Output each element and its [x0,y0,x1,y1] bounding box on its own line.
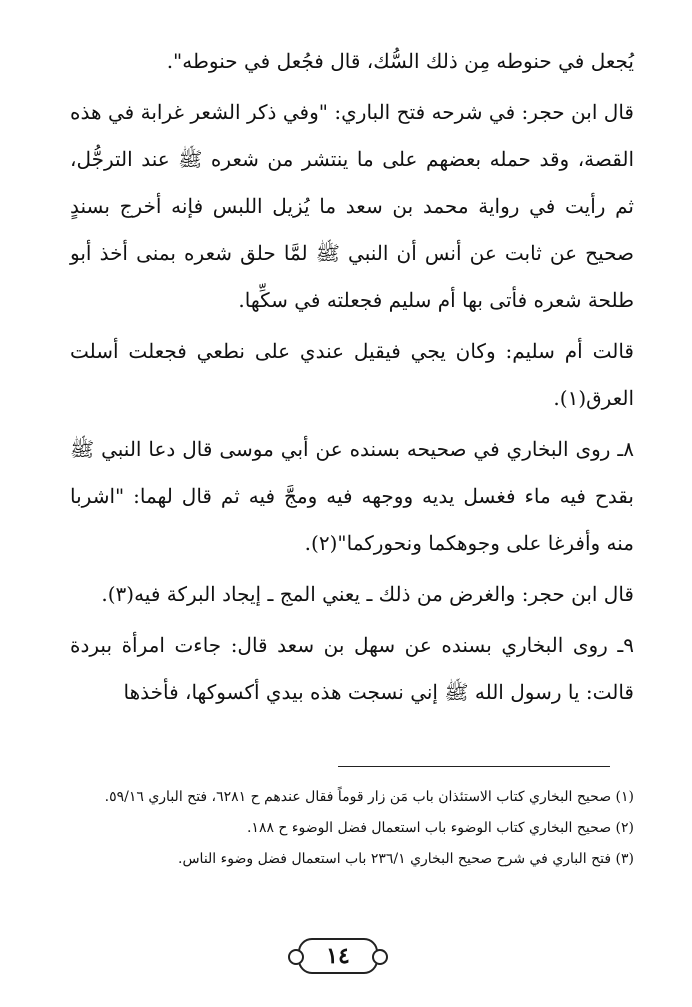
paragraph-4: ٨ـ روى البخاري في صحيحه بسنده عن أبي موسى قال دعا النبي ﷺ بقدح فيه ماء فغسل يديه ووجهه فيه ومجَّ فيه ثم قال لهما: "اشربا منه وأفرغا على وجوهكما ونحوركما"(٢). [70,437,634,555]
footnote-3: (٣) فتح الباري في شرح صحيح البخاري ٢٣٦/١ باب استعمال فضل وضوء الناس. [178,851,634,867]
paragraph-2: قال ابن حجر: في شرحه فتح الباري: "وفي ذكر الشعر غرابة في هذه القصة، وقد حمله بعضهم على ما ينتشر من شعره ﷺ عند الترجُّل، ثم رأيت في رواية محمد بن سعد ما يُزيل اللبس فإنه أخرج بسندٍ صحيح عن ثابت عن أنس أن النبي ﷺ لمَّا حلق شعره بمنى أخذ أبو طلحة شعره فأتى بها أم سليم فجعلته في سكِّها. [70,100,634,312]
footnote-2: (٢) صحيح البخاري كتاب الوضوء باب استعمال فضل الوضوء ح ١٨٨. [246,820,634,836]
paragraph-5: قال ابن حجر: والغرض من ذلك ـ يعني المج ـ إيجاد البركة فيه(٣). [101,582,634,606]
paragraph-6: ٩ـ روى البخاري بسنده عن سهل بن سعد قال: جاءت امرأة ببردة قالت: يا رسول الله ﷺ إني نسجت هذه بيدي أكسوكها، فأخذها [70,633,634,704]
paragraph-3: قالت أم سليم: وكان يجي فيقيل عندي على نطعي فجعلت أسلت العرق(١). [70,339,634,410]
footnote-separator [338,766,610,767]
paragraph-1: يُجعل في حنوطه مِن ذلك السُّك، قال فجُعل في حنوطه". [166,49,634,73]
footnote-1: (١) صحيح البخاري كتاب الاستئذان باب مَن زار قوماً فقال عندهم ح ٦٢٨١، فتح الباري ٥٩/١٦. [104,789,634,805]
page-number: ١٤ [298,938,378,974]
main-text [70,38,634,720]
footnotes [70,782,634,875]
